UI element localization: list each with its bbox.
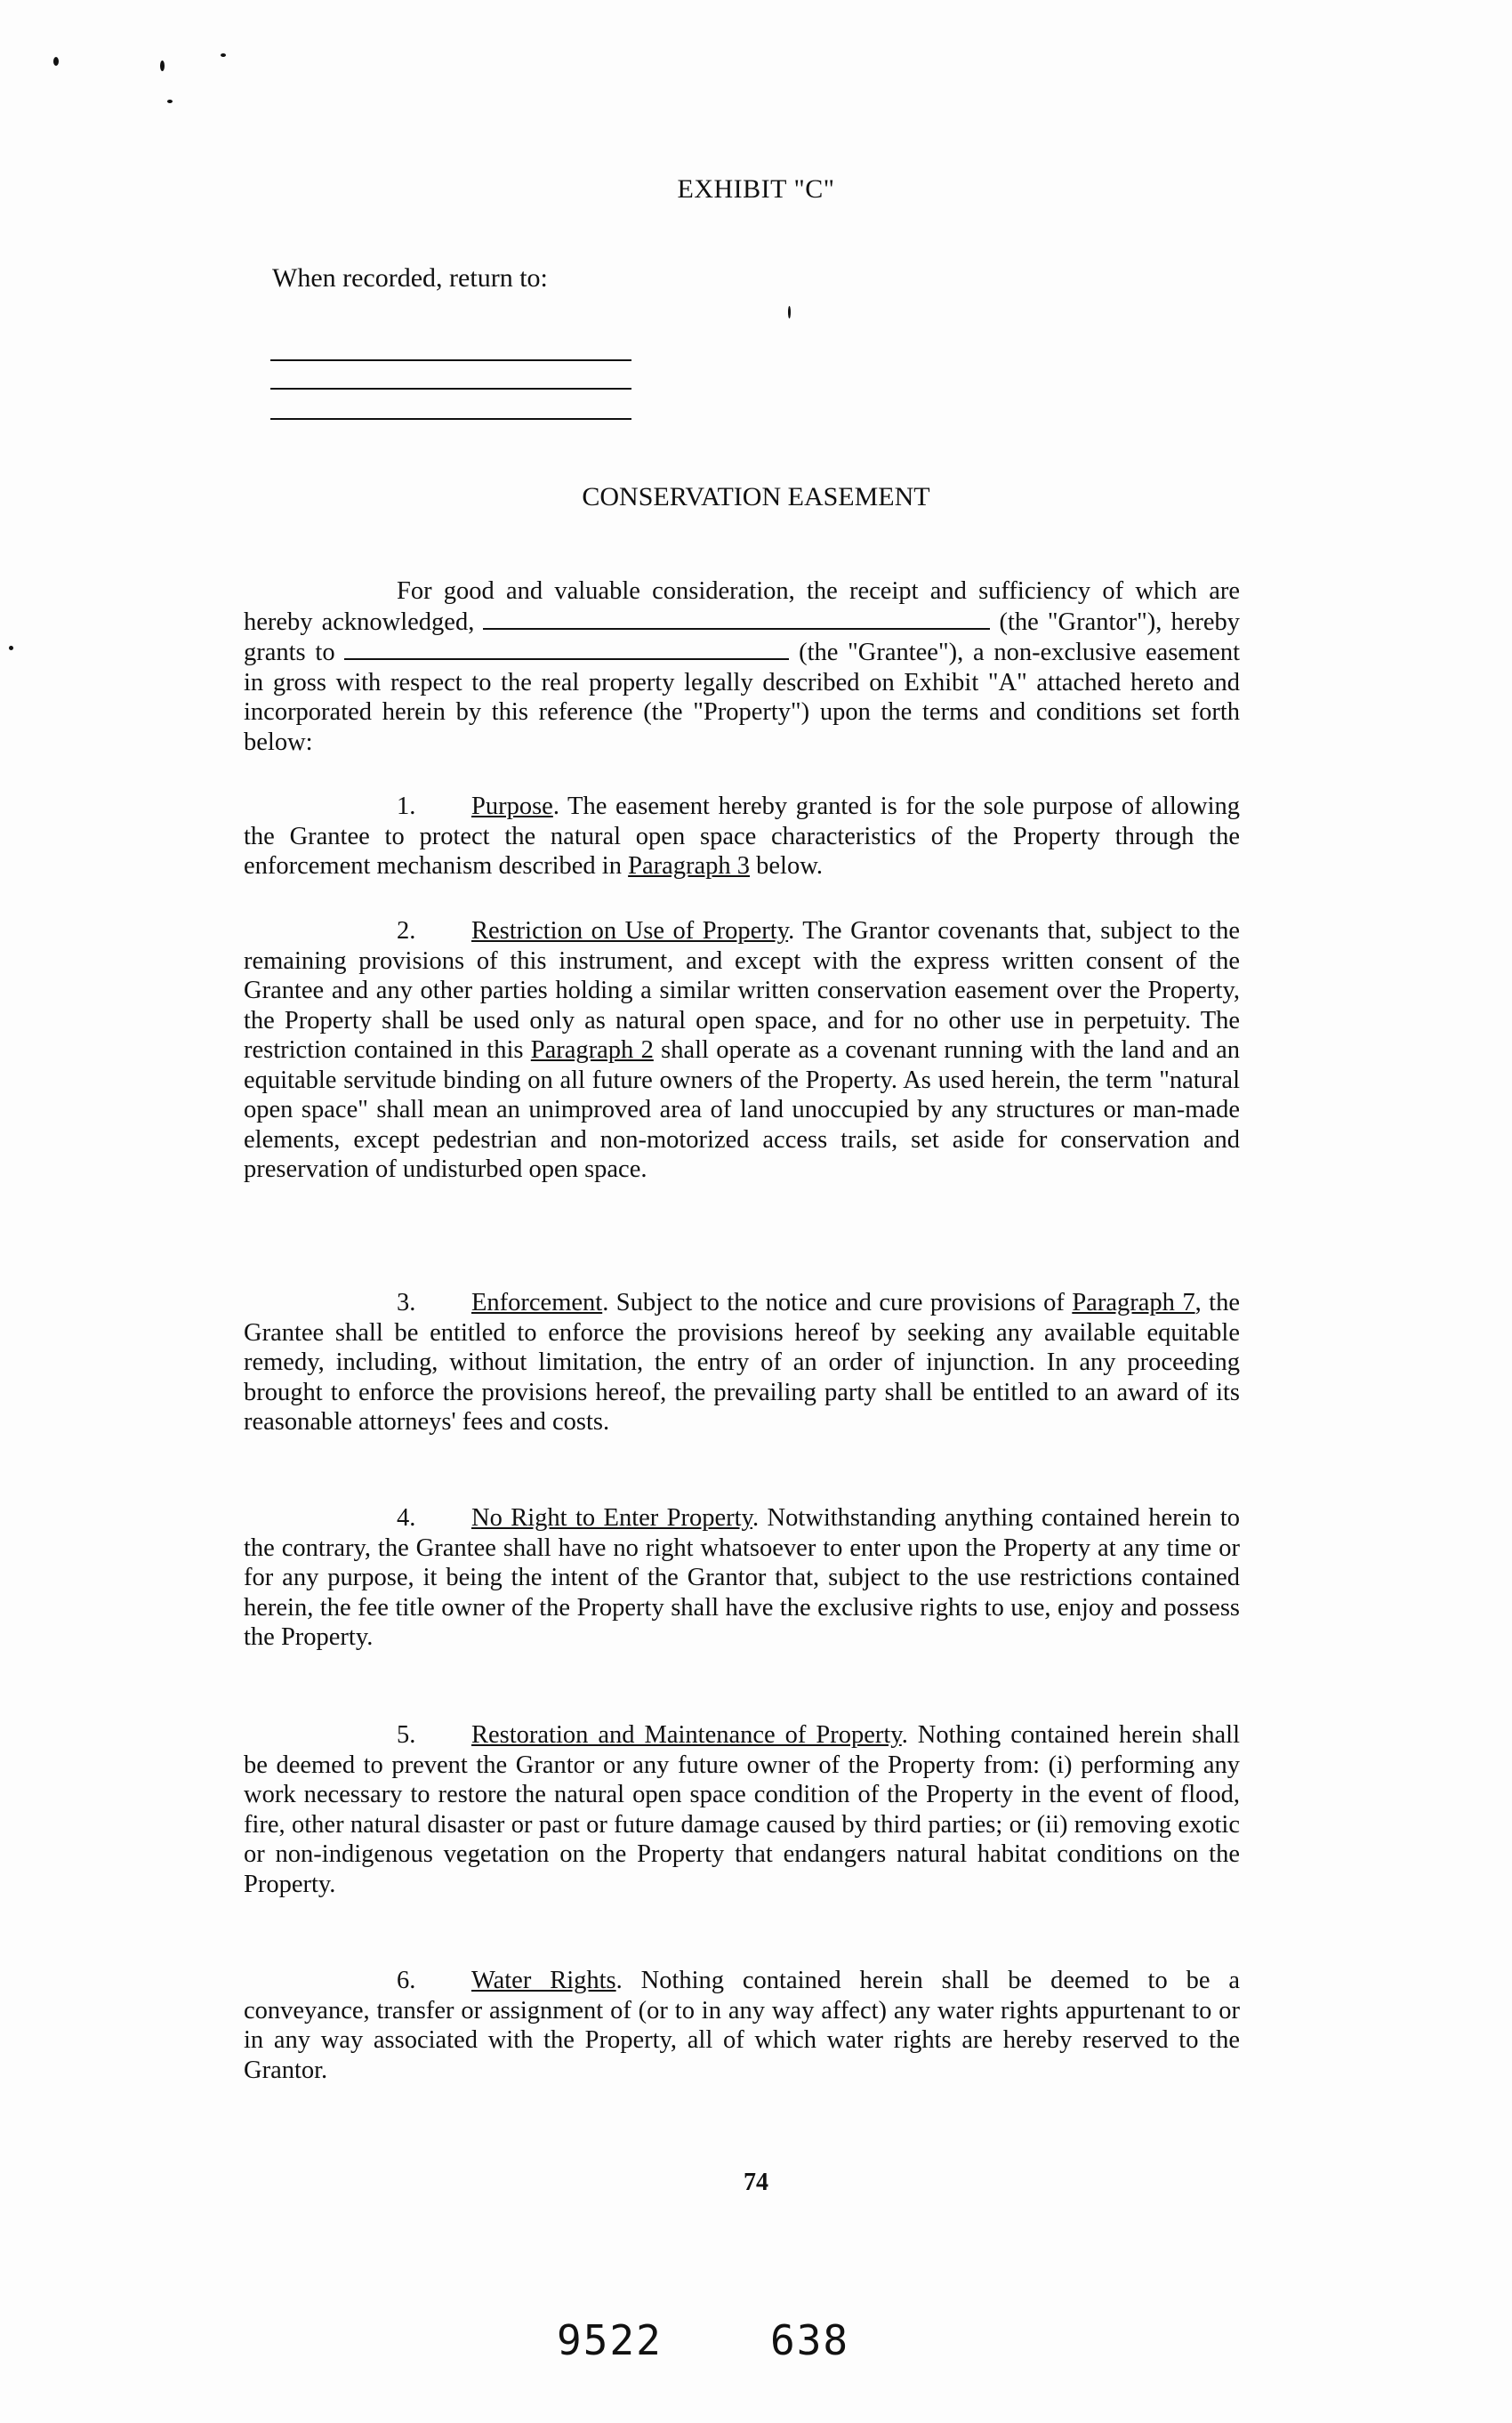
paragraph-reference: Paragraph 3 [628,852,750,880]
paragraph-reference: Paragraph 2 [530,1036,654,1064]
paragraph-heading: Restoration and Maintenance of Property [471,1721,902,1749]
exhibit-title: EXHIBIT "C" [677,174,835,204]
paragraph-enforcement [244,1288,1240,1437]
scan-speck [9,646,13,650]
paragraph-heading: Enforcement [471,1289,603,1316]
paragraph-text: shall operate as a covenant running with the land and an equitable servitude binding on all future owners of the Property. As used herein, the term "natural open space" shall mean an unimproved area of land unoccupied by any structures or man-made elements, except pedestrian and non-motorized access trails, set aside for conservation and preservation of undisturbed open space. [244,1036,1240,1183]
paragraph-number: 2. [397,917,416,945]
intro-text: (the "Grantee"), a non-exclusive easement in gross with respect to the real property legally described on Exhibit "A" attached hereto and incorporated herein by this reference (the "Property") upon the terms and conditions set forth below: [244,639,1240,756]
paragraph-number: 3. [397,1289,416,1316]
scan-speck [53,57,59,66]
intro-paragraph [244,576,1240,757]
page-number: 74 [744,2169,768,2196]
scan-speck [167,100,173,103]
paragraph-text: . Nothing contained herein shall be deemed to be a conveyance, transfer or assignment of (or to in any way affect) any water rights appurtenant to or in any way associated with the Property, all of which water rights are hereby reserved to the Grantor. [244,1967,1240,2084]
scan-speck [788,306,791,318]
paragraph-text: . The Grantor covenants that, subject to the remaining provisions of this instrument, and except with the express written consent of the Grantee and any other parties holding a similar written conservation easement over the Property, the Property shall be used only as natural open space, and for no other use in perpetuity. The restriction contained in this [244,917,1240,1064]
paragraph-water-rights [244,1966,1240,2085]
grantee-blank [344,637,789,660]
paragraph-reference: Paragraph 7 [1072,1289,1195,1316]
return-address-label: When recorded, return to: [272,263,548,293]
paragraph-number: 4. [397,1504,416,1532]
intro-text: (the "Grantor"), hereby grants to [244,608,1241,666]
paragraph-no-right-to-enter [244,1503,1240,1653]
paragraph-heading: No Right to Enter Property [471,1504,752,1532]
paragraph-restoration [244,1720,1240,1899]
paragraph-heading: Water Rights [471,1967,616,1994]
paragraph-text: . Subject to the notice and cure provisions of [602,1289,1073,1316]
paragraph-text: . The easement hereby granted is for the sole purpose of allowing the Grantee to protect the natural open space characteristics of the Property through the enforcement mechanism described in [244,793,1240,880]
return-address-line [270,388,631,390]
recording-stamp-book: 9522 [557,2316,663,2364]
paragraph-restriction [244,916,1240,1185]
paragraph-heading: Purpose [471,793,553,820]
paragraph-text: below. [750,852,824,880]
scan-speck [221,53,226,57]
recording-stamp-page: 638 [770,2316,850,2364]
paragraph-text: . Nothing contained herein shall be deemed to prevent the Grantor or any future owner of the Property from: (i) performing any work necessary to restore the natural open space condition of the Property in the event of flood, fire, other natural disaster or past or future damage caused by third parties; or (ii) removing exotic or non-indigenous vegetation on the Property that endangers natural habitat conditions on the Property. [244,1721,1240,1898]
paragraph-heading: Restriction on Use of Property [471,917,789,945]
scan-speck [160,60,165,71]
paragraph-number: 6. [397,1967,416,1994]
intro-text: For good and valuable consideration, the receipt and sufficiency of which are hereby acknowledged, [244,577,1240,636]
return-address-line [270,418,631,420]
paragraph-purpose [244,792,1240,881]
grantor-blank [483,607,990,630]
return-address-line [270,359,631,361]
paragraph-number: 5. [397,1721,416,1749]
paragraph-number: 1. [397,793,416,820]
paragraph-text: . Notwithstanding anything contained herein to the contrary, the Grantee shall have no right whatsoever to enter upon the Property at any time or for any purpose, it being the intent of the Grantor that, subject to the use restrictions contained herein, the fee title owner of the Property shall have the exclusive rights to use, enjoy and possess the Property. [244,1504,1240,1651]
document-title: CONSERVATION EASEMENT [582,482,930,511]
paragraph-text: , the Grantee shall be entitled to enforce the provisions hereof by seeking any available equitable remedy, including, without limitation, the entry of an order of injunction. In any proceeding brought to enforce the provisions hereof, the prevailing party shall be entitled to an award of its reasonable attorneys' fees and costs. [244,1289,1240,1436]
